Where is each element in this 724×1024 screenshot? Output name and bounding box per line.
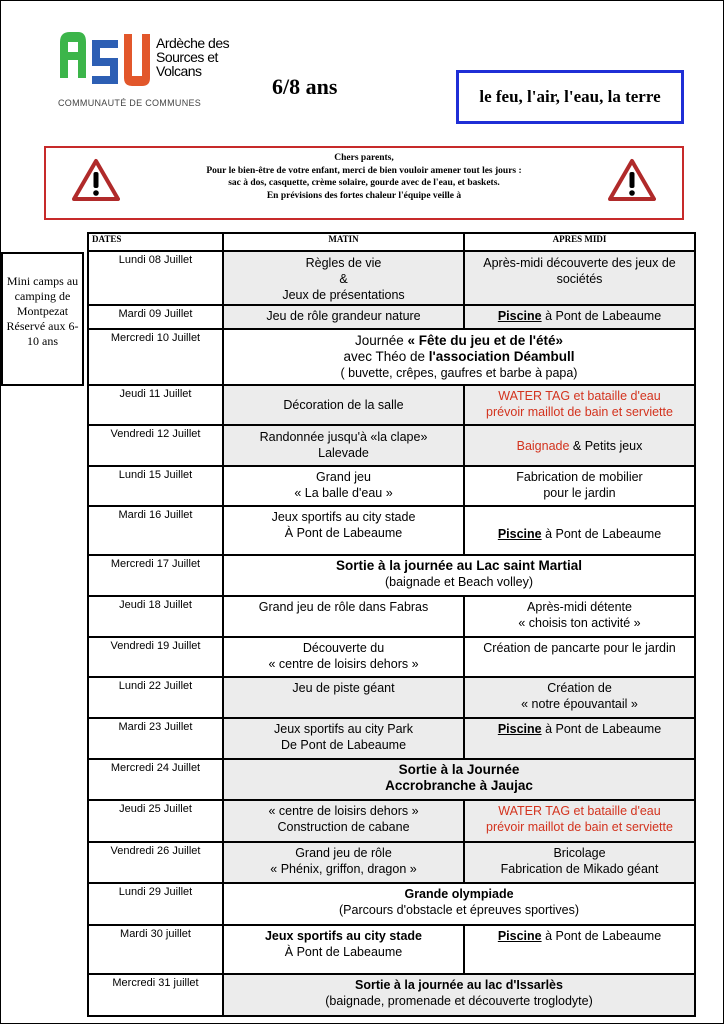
afternoon-cell — [464, 677, 695, 718]
pool-label: Piscine — [497, 309, 542, 323]
morning-cell — [223, 251, 464, 305]
line: À Pont de Labeaume — [284, 945, 403, 959]
line: Grand jeu de rôle dans Fabras — [258, 600, 429, 614]
logo — [58, 30, 238, 112]
table-row — [88, 974, 695, 1016]
line: Règles de vie — [305, 256, 382, 270]
line: Décoration de la salle — [283, 398, 404, 412]
line: Découverte du — [302, 641, 385, 655]
table-row — [88, 637, 695, 677]
table-row — [88, 305, 695, 329]
logo-name-line-2: Sources et — [156, 49, 218, 65]
swim-label: Baignade — [516, 438, 570, 453]
line: « centre de loisirs dehors » — [268, 804, 419, 818]
line: Jeu de piste géant — [292, 681, 395, 695]
warning-triangle-icon — [608, 158, 656, 202]
date-cell: Vendredi 19 Juillet — [88, 637, 223, 677]
full-day-cell — [223, 555, 695, 596]
line: Grand jeu de rôle — [295, 846, 392, 860]
date-cell: Lundi 15 Juillet — [88, 466, 223, 506]
line: avec Théo de l'association Déambull — [343, 349, 575, 364]
date-cell: Lundi 22 Juillet — [88, 677, 223, 718]
date-cell: Vendredi 26 Juillet — [88, 842, 223, 883]
line: prévoir maillot de bain et serviette — [486, 405, 673, 419]
line: Création de pancarte pour le jardin — [483, 641, 676, 655]
theme-text: le feu, l'air, l'eau, la terre — [479, 87, 661, 106]
table-row — [88, 718, 695, 759]
line: « centre de loisirs dehors » — [268, 657, 419, 671]
theme-box — [456, 70, 684, 124]
line: Jeux sportifs au city Park — [274, 722, 413, 736]
afternoon-cell — [464, 251, 695, 305]
morning-cell — [223, 925, 464, 974]
line: Jeux sportifs au city stade — [271, 510, 416, 524]
line: Après-midi détente — [527, 600, 632, 614]
line: « choisis ton activité » — [518, 616, 641, 630]
logo-letter-s — [88, 38, 122, 86]
table-header-row — [88, 233, 695, 251]
notice-box — [44, 146, 684, 220]
date-cell: Jeudi 18 Juillet — [88, 596, 223, 637]
date-cell: Jeudi 25 Juillet — [88, 800, 223, 842]
table-row — [88, 555, 695, 596]
warning-triangle-icon — [72, 158, 120, 202]
line: (Parcours d'obstacle et épreuves sportives) — [339, 903, 579, 917]
line: Sortie à la Journée — [398, 762, 520, 777]
table-row — [88, 800, 695, 842]
line: pour le jardin — [543, 486, 616, 500]
date-cell: Mercredi 24 Juillet — [88, 759, 223, 800]
morning-cell — [223, 718, 464, 759]
line: & — [339, 272, 348, 286]
schedule-table — [87, 232, 696, 1017]
logo-letter-a — [58, 30, 88, 80]
line: Construction de cabane — [277, 820, 410, 834]
full-day-cell — [223, 759, 695, 800]
table-row — [88, 925, 695, 974]
date-cell: Lundi 29 Juillet — [88, 883, 223, 925]
morning-cell — [223, 466, 464, 506]
afternoon-cell — [464, 506, 695, 555]
notice-line-4: En prévisions des fortes chaleur l'équipe veille à — [266, 190, 462, 201]
table-row — [88, 842, 695, 883]
afternoon-cell — [464, 596, 695, 637]
line: à Pont de Labeaume — [541, 722, 662, 736]
full-day-cell — [223, 329, 695, 385]
line: Sortie à la journée au Lac saint Martial — [335, 558, 583, 573]
line: à Pont de Labeaume — [541, 929, 662, 943]
table-row — [88, 251, 695, 305]
morning-cell — [223, 637, 464, 677]
side-note-mini-camps: Mini camps au camping de Montpezat Réservé aux 6-10 ans — [1, 252, 84, 386]
emphasis: « Fête du jeu et de l'été» — [407, 333, 564, 348]
pool-label: Piscine — [497, 527, 542, 541]
line: (baignade, promenade et découverte troglodyte) — [325, 994, 593, 1008]
date-cell: Mardi 30 juillet — [88, 925, 223, 974]
line: De Pont de Labeaume — [280, 738, 407, 752]
morning-cell — [223, 385, 464, 425]
notice-text — [116, 152, 612, 202]
line: Création de — [547, 681, 612, 695]
table-row — [88, 329, 695, 385]
line: Après-midi découverte des jeux de — [483, 256, 676, 270]
notice-line-2: Pour le bien-être de votre enfant, merci de bien vouloir amener tout les jours : — [206, 165, 522, 176]
date-cell: Mercredi 17 Juillet — [88, 555, 223, 596]
table-row — [88, 759, 695, 800]
line: Fabrication de mobilier — [516, 470, 643, 484]
table-row — [88, 506, 695, 555]
date-cell: Lundi 08 Juillet — [88, 251, 223, 305]
logo-name-line-3: Volcans — [156, 63, 202, 79]
line: Sortie à la journée au lac d'Issarlès — [355, 978, 563, 992]
line: & Petits jeux — [569, 438, 643, 453]
line: à Pont de Labeaume — [541, 527, 662, 541]
line: sociétés — [556, 272, 603, 286]
line: ( buvette, crêpes, gaufres et barbe à papa) — [340, 366, 578, 380]
afternoon-cell — [464, 925, 695, 974]
line: Grande olympiade — [404, 887, 514, 901]
line: Bricolage — [553, 846, 606, 860]
line: « notre épouvantail » — [521, 697, 638, 711]
date-cell: Mardi 09 Juillet — [88, 305, 223, 329]
table-row — [88, 883, 695, 925]
line: à Pont de Labeaume — [541, 309, 662, 323]
morning-cell — [223, 677, 464, 718]
afternoon-cell — [464, 718, 695, 759]
table-row — [88, 677, 695, 718]
pool-label: Piscine — [497, 929, 542, 943]
logo-name — [156, 36, 246, 78]
notice-line-3: sac à dos, casquette, crème solaire, gourde avec de l'eau, et baskets. — [228, 178, 500, 188]
date-cell: Mardi 23 Juillet — [88, 718, 223, 759]
pool-label: Piscine — [497, 722, 542, 736]
line: Jeu de rôle grandeur nature — [266, 309, 421, 323]
header-morning: MATIN — [223, 233, 464, 251]
afternoon-cell — [464, 305, 695, 329]
line: WATER TAG et bataille d'eau — [498, 389, 661, 403]
table-row — [88, 425, 695, 466]
morning-cell — [223, 596, 464, 637]
line: Accrobranche à Jaujac — [385, 778, 533, 793]
full-day-cell — [223, 974, 695, 1016]
morning-cell — [223, 842, 464, 883]
line: À Pont de Labeaume — [284, 526, 403, 540]
table-row — [88, 596, 695, 637]
header-dates: DATES — [88, 233, 223, 251]
line: Journée « Fête du jeu et de l'été» — [354, 333, 564, 348]
date-cell: Vendredi 12 Juillet — [88, 425, 223, 466]
line: Jeux sportifs au city stade — [264, 929, 422, 943]
afternoon-cell — [464, 800, 695, 842]
line: WATER TAG et bataille d'eau — [498, 804, 661, 818]
morning-cell — [223, 305, 464, 329]
afternoon-cell — [464, 842, 695, 883]
line: « La balle d'eau » — [294, 486, 393, 500]
line: « Phénix, griffon, dragon » — [270, 862, 417, 876]
header-afternoon: APRES MIDI — [464, 233, 695, 251]
line: Jeux de présentations — [282, 288, 405, 302]
table-row — [88, 385, 695, 425]
afternoon-cell — [464, 385, 695, 425]
date-cell: Mardi 16 Juillet — [88, 506, 223, 555]
line: (baignade et Beach volley) — [384, 575, 533, 589]
afternoon-cell — [464, 637, 695, 677]
notice-line-1: Chers parents, — [334, 153, 394, 163]
date-cell: Mercredi 31 juillet — [88, 974, 223, 1016]
date-cell: Jeudi 11 Juillet — [88, 385, 223, 425]
line: Lalevade — [318, 446, 369, 460]
morning-cell — [223, 425, 464, 466]
date-cell: Mercredi 10 Juillet — [88, 329, 223, 385]
logo-subtitle: COMMUNAUTÉ DE COMMUNES — [58, 98, 202, 108]
line: Grand jeu — [316, 470, 371, 484]
age-group: 6/8 ans — [272, 74, 338, 99]
table-row — [88, 466, 695, 506]
morning-cell — [223, 800, 464, 842]
afternoon-cell — [464, 466, 695, 506]
line: prévoir maillot de bain et serviette — [486, 820, 673, 834]
full-day-cell — [223, 883, 695, 925]
line: Fabrication de Mikado géant — [500, 862, 659, 876]
morning-cell — [223, 506, 464, 555]
logo-name-line-1: Ardèche des — [156, 35, 230, 51]
line: Randonnée jusqu'à «la clape» — [259, 430, 428, 444]
logo-letter-u — [122, 32, 152, 88]
emphasis: l'association Déambull — [428, 349, 575, 364]
afternoon-cell — [464, 425, 695, 466]
